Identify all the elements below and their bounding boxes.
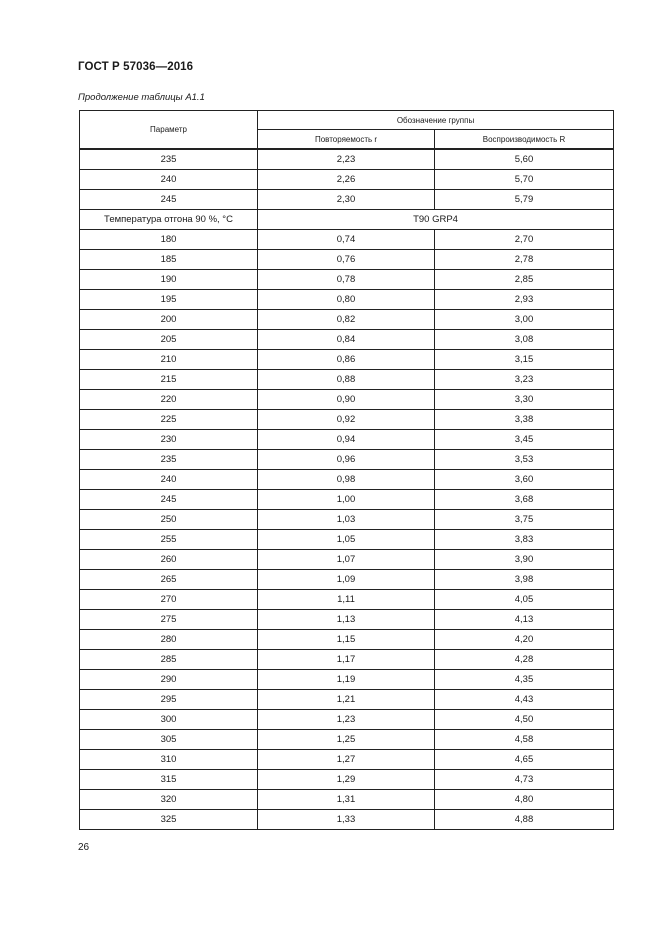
cell-repeatability: 1,05 (258, 530, 435, 550)
cell-parameter: 245 (80, 490, 258, 510)
table-row (80, 250, 614, 270)
cell-repeatability: 1,00 (258, 490, 435, 510)
table-row (80, 370, 614, 390)
cell-parameter: 255 (80, 530, 258, 550)
cell-repeatability: 1,27 (258, 750, 435, 770)
cell-reproducibility: 3,45 (435, 430, 614, 450)
cell-parameter: 260 (80, 550, 258, 570)
table-row (80, 290, 614, 310)
cell-reproducibility: 4,65 (435, 750, 614, 770)
cell-reproducibility: 4,58 (435, 730, 614, 750)
cell-reproducibility: 3,15 (435, 350, 614, 370)
cell-reproducibility: 3,53 (435, 450, 614, 470)
cell-repeatability: 0,86 (258, 350, 435, 370)
data-table (79, 110, 614, 830)
section-label: Температура отгона 90 %, °C (80, 210, 258, 230)
cell-repeatability: 0,76 (258, 250, 435, 270)
cell-parameter: 280 (80, 630, 258, 650)
header-group-designation: Обозначение группы (258, 111, 614, 130)
table-row (80, 590, 614, 610)
cell-parameter: 315 (80, 770, 258, 790)
cell-parameter: 245 (80, 190, 258, 210)
table-row (80, 610, 614, 630)
cell-reproducibility: 3,75 (435, 510, 614, 530)
cell-repeatability: 0,90 (258, 390, 435, 410)
cell-reproducibility: 4,50 (435, 710, 614, 730)
cell-repeatability: 1,07 (258, 550, 435, 570)
table-body-top (80, 149, 614, 210)
cell-parameter: 235 (80, 149, 258, 170)
cell-reproducibility: 3,68 (435, 490, 614, 510)
cell-repeatability: 0,96 (258, 450, 435, 470)
table-row (80, 170, 614, 190)
table-row (80, 690, 614, 710)
cell-repeatability: 0,74 (258, 230, 435, 250)
cell-parameter: 250 (80, 510, 258, 530)
cell-repeatability: 1,13 (258, 610, 435, 630)
cell-reproducibility: 2,78 (435, 250, 614, 270)
table-row (80, 790, 614, 810)
table-row (80, 770, 614, 790)
cell-parameter: 270 (80, 590, 258, 610)
cell-repeatability: 1,03 (258, 510, 435, 530)
cell-parameter: 230 (80, 430, 258, 450)
cell-parameter: 320 (80, 790, 258, 810)
cell-parameter: 285 (80, 650, 258, 670)
cell-repeatability: 1,21 (258, 690, 435, 710)
cell-reproducibility: 3,83 (435, 530, 614, 550)
table-row (80, 430, 614, 450)
table-row (80, 350, 614, 370)
cell-reproducibility: 2,70 (435, 230, 614, 250)
table-row (80, 470, 614, 490)
cell-repeatability: 1,11 (258, 590, 435, 610)
table-row (80, 810, 614, 830)
cell-reproducibility: 4,35 (435, 670, 614, 690)
header-repeatability: Повторяемость r (258, 130, 435, 150)
cell-reproducibility: 5,70 (435, 170, 614, 190)
cell-reproducibility: 3,00 (435, 310, 614, 330)
cell-parameter: 210 (80, 350, 258, 370)
cell-parameter: 295 (80, 690, 258, 710)
table-row (80, 510, 614, 530)
table-row (80, 390, 614, 410)
table-row (80, 570, 614, 590)
cell-reproducibility: 4,88 (435, 810, 614, 830)
cell-parameter: 300 (80, 710, 258, 730)
cell-repeatability: 1,17 (258, 650, 435, 670)
cell-parameter: 195 (80, 290, 258, 310)
cell-repeatability: 1,33 (258, 810, 435, 830)
table-row (80, 149, 614, 170)
cell-repeatability: 2,26 (258, 170, 435, 190)
section-row (80, 210, 614, 230)
cell-repeatability: 0,78 (258, 270, 435, 290)
cell-repeatability: 1,31 (258, 790, 435, 810)
cell-parameter: 200 (80, 310, 258, 330)
table-row (80, 530, 614, 550)
header-parameter: Параметр (80, 111, 258, 150)
cell-parameter: 275 (80, 610, 258, 630)
table-row (80, 310, 614, 330)
table-row (80, 630, 614, 650)
cell-reproducibility: 5,60 (435, 149, 614, 170)
cell-repeatability: 1,23 (258, 710, 435, 730)
table-caption: Продолжение таблицы А1.1 (78, 92, 205, 103)
cell-repeatability: 0,84 (258, 330, 435, 350)
table-row (80, 710, 614, 730)
table-row (80, 330, 614, 350)
cell-repeatability: 1,29 (258, 770, 435, 790)
cell-parameter: 215 (80, 370, 258, 390)
cell-reproducibility: 4,20 (435, 630, 614, 650)
table-row (80, 670, 614, 690)
table-row (80, 190, 614, 210)
cell-repeatability: 2,30 (258, 190, 435, 210)
header-reproducibility: Воспроизводимость R (435, 130, 614, 150)
cell-parameter: 190 (80, 270, 258, 290)
cell-repeatability: 0,80 (258, 290, 435, 310)
table-row (80, 490, 614, 510)
cell-repeatability: 0,82 (258, 310, 435, 330)
cell-repeatability: 1,19 (258, 670, 435, 690)
cell-repeatability: 0,88 (258, 370, 435, 390)
cell-reproducibility: 4,73 (435, 770, 614, 790)
cell-parameter: 180 (80, 230, 258, 250)
cell-parameter: 265 (80, 570, 258, 590)
page-number: 26 (78, 842, 90, 853)
cell-reproducibility: 3,30 (435, 390, 614, 410)
cell-parameter: 225 (80, 410, 258, 430)
cell-reproducibility: 3,08 (435, 330, 614, 350)
table-row (80, 270, 614, 290)
cell-parameter: 290 (80, 670, 258, 690)
table-section (80, 210, 614, 230)
cell-reproducibility: 4,05 (435, 590, 614, 610)
cell-repeatability: 1,25 (258, 730, 435, 750)
cell-reproducibility: 2,85 (435, 270, 614, 290)
cell-reproducibility: 4,43 (435, 690, 614, 710)
cell-parameter: 240 (80, 170, 258, 190)
cell-reproducibility: 3,90 (435, 550, 614, 570)
cell-reproducibility: 4,80 (435, 790, 614, 810)
cell-reproducibility: 3,98 (435, 570, 614, 590)
cell-reproducibility: 5,79 (435, 190, 614, 210)
cell-repeatability: 0,92 (258, 410, 435, 430)
table-row (80, 730, 614, 750)
document-code: ГОСТ Р 57036—2016 (78, 61, 194, 73)
cell-reproducibility: 4,28 (435, 650, 614, 670)
table-row (80, 550, 614, 570)
cell-reproducibility: 4,13 (435, 610, 614, 630)
cell-reproducibility: 3,38 (435, 410, 614, 430)
cell-repeatability: 1,09 (258, 570, 435, 590)
table-row (80, 230, 614, 250)
cell-reproducibility: 3,60 (435, 470, 614, 490)
cell-parameter: 305 (80, 730, 258, 750)
cell-parameter: 185 (80, 250, 258, 270)
cell-parameter: 220 (80, 390, 258, 410)
cell-repeatability: 0,98 (258, 470, 435, 490)
table-row (80, 750, 614, 770)
cell-parameter: 235 (80, 450, 258, 470)
cell-parameter: 240 (80, 470, 258, 490)
table-body-bottom (80, 230, 614, 830)
table-row (80, 410, 614, 430)
cell-repeatability: 2,23 (258, 149, 435, 170)
cell-reproducibility: 2,93 (435, 290, 614, 310)
table-row (80, 450, 614, 470)
cell-parameter: 310 (80, 750, 258, 770)
cell-reproducibility: 3,23 (435, 370, 614, 390)
cell-parameter: 205 (80, 330, 258, 350)
cell-parameter: 325 (80, 810, 258, 830)
table-row (80, 650, 614, 670)
cell-repeatability: 0,94 (258, 430, 435, 450)
section-group: T90 GRP4 (258, 210, 614, 230)
cell-repeatability: 1,15 (258, 630, 435, 650)
